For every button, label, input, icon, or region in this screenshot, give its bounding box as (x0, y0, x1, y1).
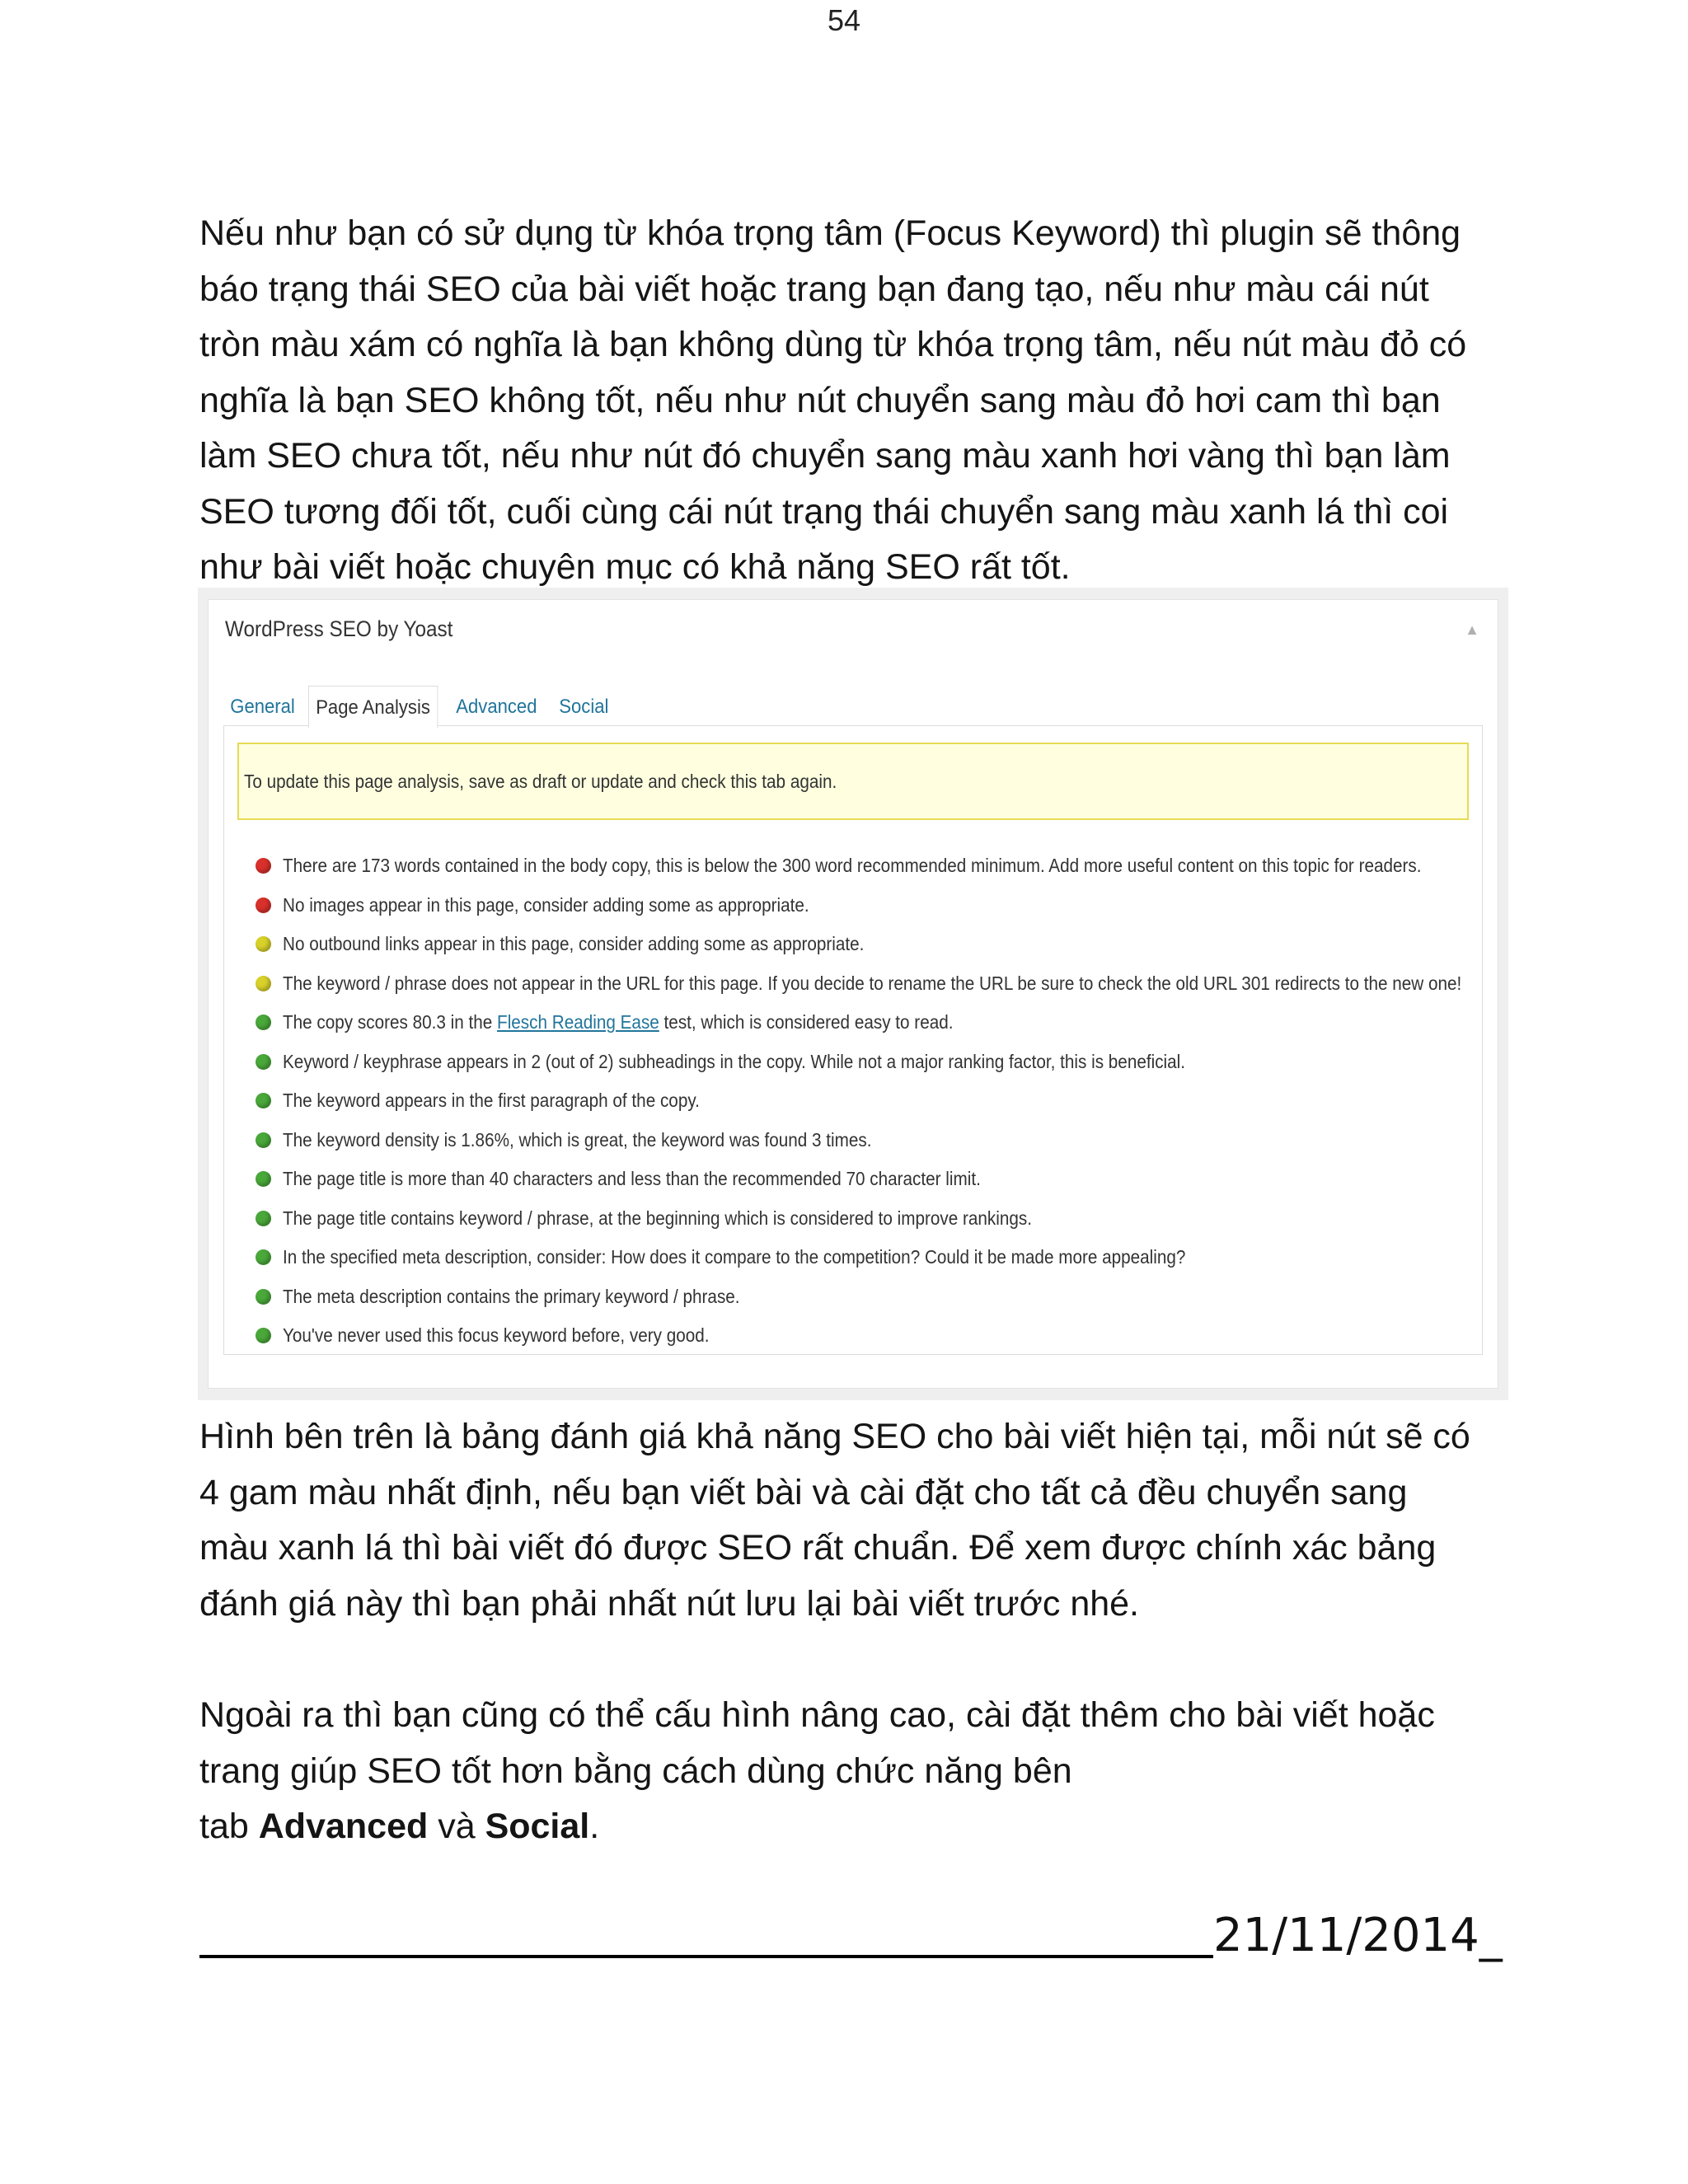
update-notice (237, 743, 1469, 820)
yoast-metabox (208, 599, 1498, 1389)
analysis-result-item (256, 1160, 1474, 1199)
tab-social[interactable]: Social (559, 696, 609, 718)
metabox-title: WordPress SEO by Yoast (225, 616, 453, 641)
analysis-result-text: In the specified meta description, consider: How does it compare to the competition? Could it be made more appealing? (283, 1246, 1186, 1268)
analysis-result-text: The keyword / phrase does not appear in the URL for this page. If you decide to rename the URL be sure to check the old URL 301 redirects to the new one! (283, 972, 1462, 994)
analysis-result-item (256, 925, 1474, 964)
status-green-dot-icon (256, 1289, 271, 1305)
paragraph-advanced-social (199, 1688, 1485, 1855)
paragraph-text: . (589, 1807, 600, 1846)
analysis-result-item (256, 1121, 1474, 1160)
paragraph-text: tab (199, 1807, 259, 1846)
status-green-dot-icon (256, 1132, 271, 1148)
paragraph-intro: Nếu như bạn có sử dụng từ khóa trọng tâm (Focus Keyword) thì plugin sẽ thông báo trạng thái SEO của bài viết hoặc trang bạn đang tạo, nếu như màu cái nút tròn màu xám có nghĩa là bạn không dùng từ khóa trọng tâm, nếu nút màu đỏ có nghĩa là bạn SEO không tốt, nếu như nút chuyển sang màu đỏ hơi cam thì bạn làm SEO chưa tốt, nếu như nút đó chuyển sang màu xanh hơi vàng thì bạn làm SEO tương đối tốt, cuối cùng cái nút trạng thái chuyển sang màu xanh lá thì coi như bài viết hoặc chuyên mục có khả năng SEO rất tốt. (199, 213, 1467, 587)
notice-text: To update this page analysis, save as draft or update and check this tab again. (244, 771, 837, 792)
analysis-result-item (256, 1081, 1474, 1121)
status-red-dot-icon (256, 858, 271, 874)
status-green-dot-icon (256, 1015, 271, 1030)
bold-social: Social (485, 1807, 590, 1846)
status-green-dot-icon (256, 1211, 271, 1226)
triangle-up-icon[interactable]: ▲ (1465, 621, 1479, 638)
analysis-result-text: The meta description contains the primary keyword / phrase. (283, 1285, 740, 1307)
paragraph-explanation: Hình bên trên là bảng đánh giá khả năng SEO cho bài viết hiện tại, mỗi nút sẽ có 4 gam màu nhất định, nếu bạn viết bài và cài đặt cho tất cả đều chuyển sang màu xanh lá thì bài viết đó được SEO rất chuẩn. Để xem được chính xác bảng đánh giá này thì bạn phải nhất nút lưu lại bài viết trước nhé. (199, 1417, 1470, 1624)
analysis-result-item (256, 1199, 1474, 1239)
analysis-result-text: The page title contains keyword / phrase, at the beginning which is considered to improve rankings. (283, 1207, 1033, 1229)
status-yellow-dot-icon (256, 976, 271, 991)
page-number: 54 (827, 3, 861, 37)
result-text-after: test, which is considered easy to read. (659, 1011, 954, 1033)
analysis-result-item (256, 1003, 1474, 1043)
result-text-before: The copy scores 80.3 in the (283, 1011, 498, 1033)
metabox-tabs (223, 686, 621, 727)
status-green-dot-icon (256, 1249, 271, 1265)
footer-signature-line (199, 1909, 1503, 1962)
bold-advanced: Advanced (258, 1807, 429, 1846)
analysis-result-text: Keyword / keyphrase appears in 2 (out of 2) subheadings in the copy. While not a major ranking factor, this is beneficial. (283, 1050, 1186, 1072)
status-yellow-dot-icon (256, 936, 271, 952)
analysis-result-text (283, 1011, 953, 1033)
paragraph-text: Ngoài ra thì bạn cũng có thể cấu hình nâng cao, cài đặt thêm cho bài viết hoặc trang giúp SEO tốt hơn bằng cách dùng chức năng bên (199, 1695, 1435, 1791)
tab-page-analysis[interactable]: Page Analysis (308, 686, 438, 729)
status-red-dot-icon (256, 898, 271, 913)
analysis-result-item (256, 1277, 1474, 1317)
analysis-result-text: No outbound links appear in this page, consider adding some as appropriate. (283, 933, 865, 955)
analysis-result-text: You've never used this focus keyword before, very good. (283, 1324, 710, 1347)
status-green-dot-icon (256, 1093, 271, 1108)
analysis-result-text: The keyword appears in the first paragraph of the copy. (283, 1090, 700, 1112)
analysis-results-list (256, 846, 1474, 1356)
analysis-result-item (256, 846, 1474, 886)
analysis-result-text: The page title is more than 40 characters and less than the recommended 70 character limit. (283, 1168, 981, 1190)
footer-date: 21/11/2014_ (1213, 1909, 1503, 1962)
analysis-result-item (256, 1043, 1474, 1082)
analysis-result-item (256, 886, 1474, 926)
status-green-dot-icon (256, 1171, 271, 1187)
analysis-result-item (256, 1316, 1474, 1356)
analysis-result-text: There are 173 words contained in the body copy, this is below the 300 word recommended minimum. Add more useful content on this topic for readers. (283, 855, 1422, 877)
analysis-result-item (256, 964, 1474, 1004)
analysis-result-text: The keyword density is 1.86%, which is great, the keyword was found 3 times. (283, 1128, 872, 1151)
paragraph-text: và (428, 1807, 485, 1846)
status-green-dot-icon (256, 1328, 271, 1343)
page-analysis-panel (223, 725, 1483, 1355)
tab-general[interactable]: General (230, 696, 295, 718)
status-green-dot-icon (256, 1054, 271, 1070)
footer-rule (199, 1955, 1213, 1958)
analysis-result-item (256, 1238, 1474, 1277)
yoast-seo-screenshot (198, 588, 1508, 1400)
flesch-reading-ease-link[interactable]: Flesch Reading Ease (497, 1011, 659, 1033)
analysis-result-text: No images appear in this page, consider adding some as appropriate. (283, 893, 809, 916)
tab-advanced[interactable]: Advanced (456, 696, 537, 718)
